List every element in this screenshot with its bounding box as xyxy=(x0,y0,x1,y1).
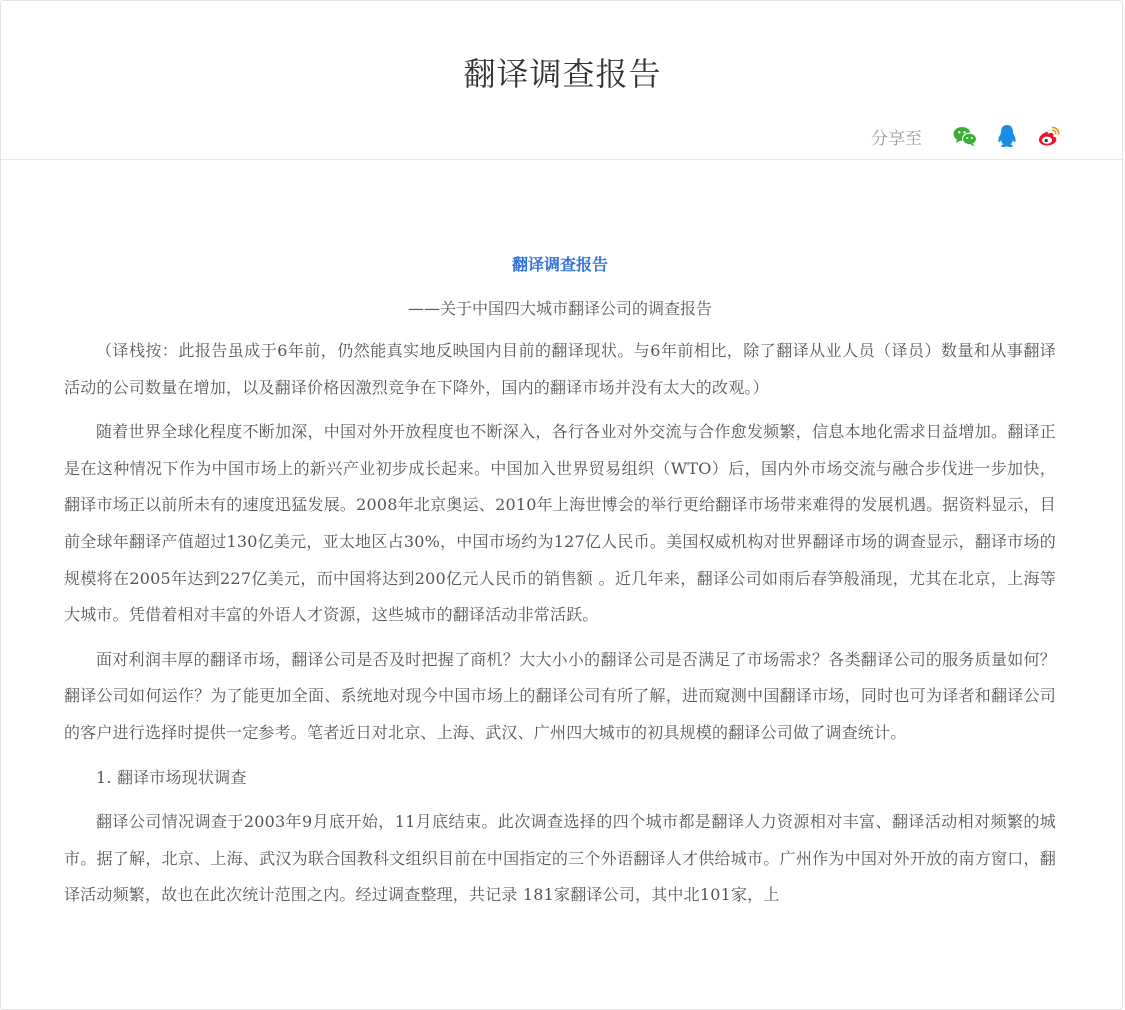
article-title: 翻译调查报告 xyxy=(511,255,608,274)
paragraph-editor-note: （译栈按：此报告虽成于6年前，仍然能真实地反映国内目前的翻译现状。与6年前相比，除了翻译从业人员（译员）数量和从事翻译活动的公司数量在增加，以及翻译价格因激烈竞争在下降外，国内的翻译市场并没有太大的改观。） xyxy=(64,341,1056,397)
paragraph-survey: 翻译公司情况调查于2003年9月底开始，11月底结束。此次调查选择的四个城市都是翻译人力资源相对丰富、翻译活动相对频繁的城市。据了解，北京、上海、武汉为联合国教科文组织目前在中国指定的三个外语翻译人才供给城市。广州作为中国对外开放的南方窗口，翻译活动频繁，故也在此次统计范围之内。经过调查整理，共记录 181家翻译公司，其中北101家，上 xyxy=(64,812,1056,905)
article-body xyxy=(64,247,1056,922)
article-subtitle: ——关于中国四大城市翻译公司的调查报告 xyxy=(407,299,712,318)
qq-icon[interactable] xyxy=(994,123,1020,149)
paragraph-purpose: 面对利润丰厚的翻译市场，翻译公司是否及时把握了商机？大大小小的翻译公司是否满足了市场需求？各类翻译公司的服务质量如何？翻译公司如何运作？为了能更加全面、系统地对现今中国市场上的翻译公司有所了解，进而窥测中国翻译市场，同时也可为译者和翻译公司的客户进行选择时提供一定参考。笔者近日对北京、上海、武汉、广州四大城市的初具规模的翻译公司做了调查统计。 xyxy=(64,649,1056,742)
page-title: 翻译调查报告 xyxy=(463,55,662,93)
section-heading: 1. 翻译市场现状调查 xyxy=(96,767,247,787)
article-header xyxy=(1,1,1124,160)
wechat-icon[interactable] xyxy=(952,123,978,149)
paragraph-background: 随着世界全球化程度不断加深，中国对外开放程度也不断深入，各行各业对外交流与合作愈发频繁，信息本地化需求日益增加。翻译正是在这种情况下作为中国市场上的新兴产业初步成长起来。中国加入世界贸易组织（WTO）后，国内外市场交流与融合步伐进一步加快，翻译市场正以前所未有的速度迅猛发展。2008年北京奥运、2010年上海世博会的举行更给翻译市场带来难得的发展机遇。据资料显示，目前全球年翻译产值超过130亿美元，亚太地区占30%，中国市场约为127亿人民币。美国权威机构对世界翻译市场的调查显示，翻译市场的规模将在2005年达到227亿美元，而中国将达到200亿元人民币的销售额 。近几年来，翻译公司如雨后春笋般涌现，尤其在北京，上海等大城市。凭借着相对丰富的外语人才资源，这些城市的翻译活动非常活跃。 xyxy=(64,422,1056,625)
weibo-icon[interactable] xyxy=(1036,123,1062,149)
share-bar xyxy=(871,121,1062,151)
share-label: 分享至 xyxy=(871,128,922,149)
